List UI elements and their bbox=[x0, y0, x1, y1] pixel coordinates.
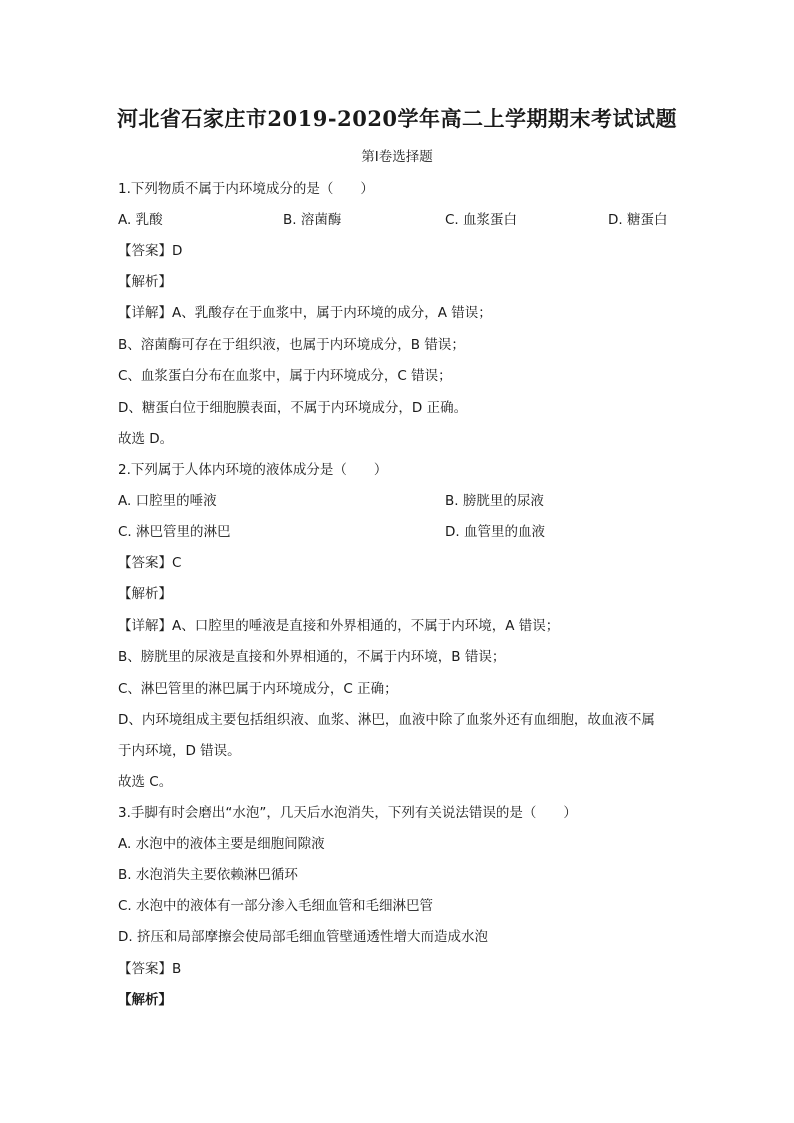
q1-option-d: D. 糖蛋白 bbox=[608, 212, 668, 228]
q1-detail-line: D、糖蛋白位于细胞膜表面，不属于内环境成分，D 正确。 bbox=[118, 400, 468, 416]
q2-analysis-label: 【解析】 bbox=[118, 586, 172, 602]
q2-detail-line: D、内环境组成主要包括组织液、血浆、淋巴，血液中除了血浆外还有血细胞，故血液不属 bbox=[118, 712, 655, 728]
q1-option-b: B. 溶菌酶 bbox=[283, 212, 342, 228]
q3-option-b: B. 水泡消失主要依赖淋巴循环 bbox=[118, 867, 298, 883]
q3-option-d: D. 挤压和局部摩擦会使局部毛细血管壁通透性增大而造成水泡 bbox=[118, 929, 488, 945]
q3-stem: 3.手脚有时会磨出“水泡”，几天后水泡消失，下列有关说法错误的是（ ） bbox=[118, 805, 577, 821]
q2-stem: 2.下列属于人体内环境的液体成分是（ ） bbox=[118, 462, 388, 478]
q2-detail-line: B、膀胱里的尿液是直接和外界相通的，不属于内环境，B 错误； bbox=[118, 649, 506, 665]
q1-detail-line: C、血浆蛋白分布在血浆中，属于内环境成分，C 错误； bbox=[118, 368, 452, 384]
q1-detail-line: 【详解】A、乳酸存在于血浆中，属于内环境的成分，A 错误； bbox=[118, 305, 492, 321]
q2-conclusion: 故选 C。 bbox=[118, 774, 173, 790]
q3-option-c: C. 水泡中的液体有一部分渗入毛细血管和毛细淋巴管 bbox=[118, 898, 434, 914]
q2-option-c: C. 淋巴管里的淋巴 bbox=[118, 524, 231, 540]
section-subtitle: 第Ⅰ卷选择题 bbox=[361, 149, 433, 165]
q1-detail-line: B、溶菌酶可存在于组织液，也属于内环境成分，B 错误； bbox=[118, 337, 465, 353]
q2-detail-line: 于内环境，D 错误。 bbox=[118, 743, 241, 759]
q2-answer: 【答案】C bbox=[118, 555, 182, 571]
q3-answer: 【答案】B bbox=[118, 961, 182, 977]
q1-analysis-label: 【解析】 bbox=[118, 274, 172, 290]
q3-analysis-label: 【解析】 bbox=[118, 992, 172, 1008]
q1-stem: 1.下列物质不属于内环境成分的是（ ） bbox=[118, 181, 374, 197]
q2-detail-line: C、淋巴管里的淋巴属于内环境成分，C 正确； bbox=[118, 681, 398, 697]
q2-detail-line: 【详解】A、口腔里的唾液是直接和外界相通的，不属于内环境，A 错误； bbox=[118, 618, 560, 634]
q1-conclusion: 故选 D。 bbox=[118, 431, 174, 447]
q1-answer: 【答案】D bbox=[118, 243, 183, 259]
q2-option-b: B. 膀胱里的尿液 bbox=[445, 493, 544, 509]
document-title: 河北省石家庄市2019-2020学年高二上学期期末考试试题 bbox=[116, 106, 678, 131]
q3-option-a: A. 水泡中的液体主要是细胞间隙液 bbox=[118, 836, 325, 852]
q1-option-a: A. 乳酸 bbox=[118, 212, 163, 228]
q2-option-a: A. 口腔里的唾液 bbox=[118, 493, 217, 509]
q1-option-c: C. 血浆蛋白 bbox=[445, 212, 518, 228]
q2-option-d: D. 血管里的血液 bbox=[445, 524, 545, 540]
